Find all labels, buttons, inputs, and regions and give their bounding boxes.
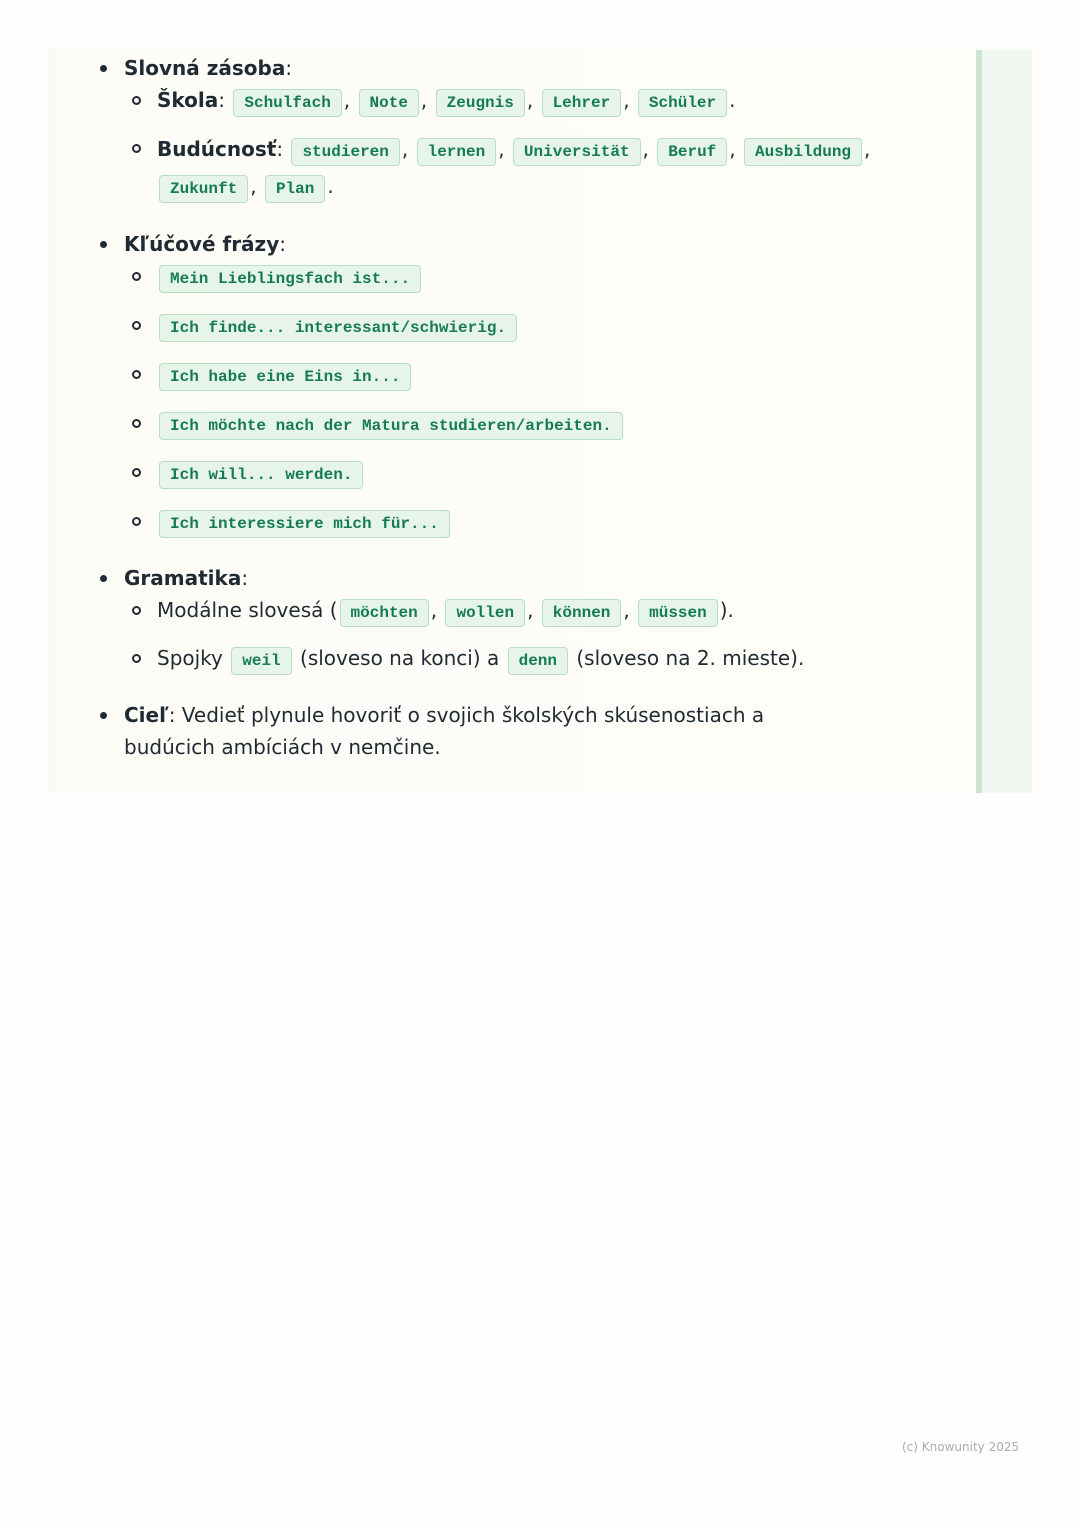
verb-chip: wollen — [445, 599, 525, 627]
phrase-chip: Ich möchte nach der Matura studieren/arbeiten. — [159, 412, 623, 440]
conj-chip: weil — [231, 647, 291, 675]
grammar-modal: Modálne slovesá ( möchten , wollen , können , müssen ). — [124, 594, 952, 629]
vocab-title: Slovná zásoba — [124, 56, 286, 80]
phrase-chip: Ich will... werden. — [159, 461, 363, 489]
phrases-section: Kľúčové frázy: Mein Lieblingsfach ist... Ich finde... interessant/schwierig. Ich habe eine Eins in... Ich möchte nach der Matura studieren/arbeiten. Ich will... werden. Ich interessiere mich für... — [92, 228, 952, 540]
phrase-item — [124, 309, 952, 344]
word-chip: Note — [359, 89, 419, 117]
conj-mid: (sloveso na konci) a — [300, 646, 500, 670]
phrase-chip: Ich interessiere mich für... — [159, 510, 450, 538]
phrase-item — [124, 456, 952, 491]
goal-section — [92, 699, 824, 763]
word-chip: studieren — [291, 138, 399, 166]
word-chip: Universität — [513, 138, 641, 166]
conj-prefix: Spojky — [157, 646, 223, 670]
phrase-chip: Ich habe eine Eins in... — [159, 363, 411, 391]
grammar-section: Gramatika: Modálne slovesá ( möchten , wollen , können , müssen ). Spojky weil (sloveso na konci) a denn (sloveso na 2. mieste). — [92, 562, 952, 677]
word-chip: Lehrer — [542, 89, 622, 117]
phrases-sublist — [124, 260, 952, 540]
conj-chip: denn — [508, 647, 568, 675]
phrase-chip: Mein Lieblingsfach ist... — [159, 265, 421, 293]
conj-suffix: (sloveso na 2. mieste). — [576, 646, 805, 670]
word-chip: Schulfach — [233, 89, 341, 117]
word-chip: lernen — [417, 138, 497, 166]
grammar-conjunctions — [124, 642, 952, 677]
modal-suffix: ). — [719, 598, 734, 622]
verb-chip: möchten — [340, 599, 429, 627]
word-chip: Zukunft — [159, 175, 248, 203]
summary-list — [92, 52, 952, 763]
word-chip: Beruf — [657, 138, 727, 166]
vocab-future: Budúcnosť: studieren , lernen , Universität , Beruf , Ausbildung , Zukunft , Plan . — [124, 132, 952, 206]
copyright-footer: (c) Knowunity 2025 — [902, 1440, 1020, 1454]
word-chip: Schüler — [638, 89, 727, 117]
notes-content — [92, 52, 952, 785]
phrase-item — [124, 358, 952, 393]
school-label: Škola — [157, 88, 219, 112]
phrase-item — [124, 407, 952, 442]
vocab-sublist — [124, 84, 952, 206]
grammar-sublist — [124, 594, 952, 677]
modal-prefix: Modálne slovesá ( — [157, 598, 338, 622]
vocab-section: Slovná zásoba: Škola: Schulfach , Note , Zeugnis , Lehrer , Schüler . Budúcnosť: studieren , lernen , Universität , Beruf , Ausbildung , Zukunft , Plan . — [92, 52, 952, 206]
phrases-title: Kľúčové frázy — [124, 232, 280, 256]
word-chip: Ausbildung — [744, 138, 862, 166]
phrase-item — [124, 505, 952, 540]
grammar-title: Gramatika — [124, 566, 242, 590]
verb-chip: können — [542, 599, 622, 627]
verb-chip: müssen — [638, 599, 718, 627]
vocab-school: Škola: Schulfach , Note , Zeugnis , Lehrer , Schüler . — [124, 84, 952, 119]
word-chip: Plan — [265, 175, 325, 203]
word-chip: Zeugnis — [436, 89, 525, 117]
goal-title: Cieľ — [124, 703, 169, 727]
goal-text: : Vedieť plynule hovoriť o svojich školských skúsenostiach a budúcich ambíciách v nemčine. — [124, 703, 765, 759]
sidebar-background — [982, 50, 1032, 793]
future-label: Budúcnosť — [157, 137, 277, 161]
phrase-chip: Ich finde... interessant/schwierig. — [159, 314, 517, 342]
phrase-item — [124, 260, 952, 295]
